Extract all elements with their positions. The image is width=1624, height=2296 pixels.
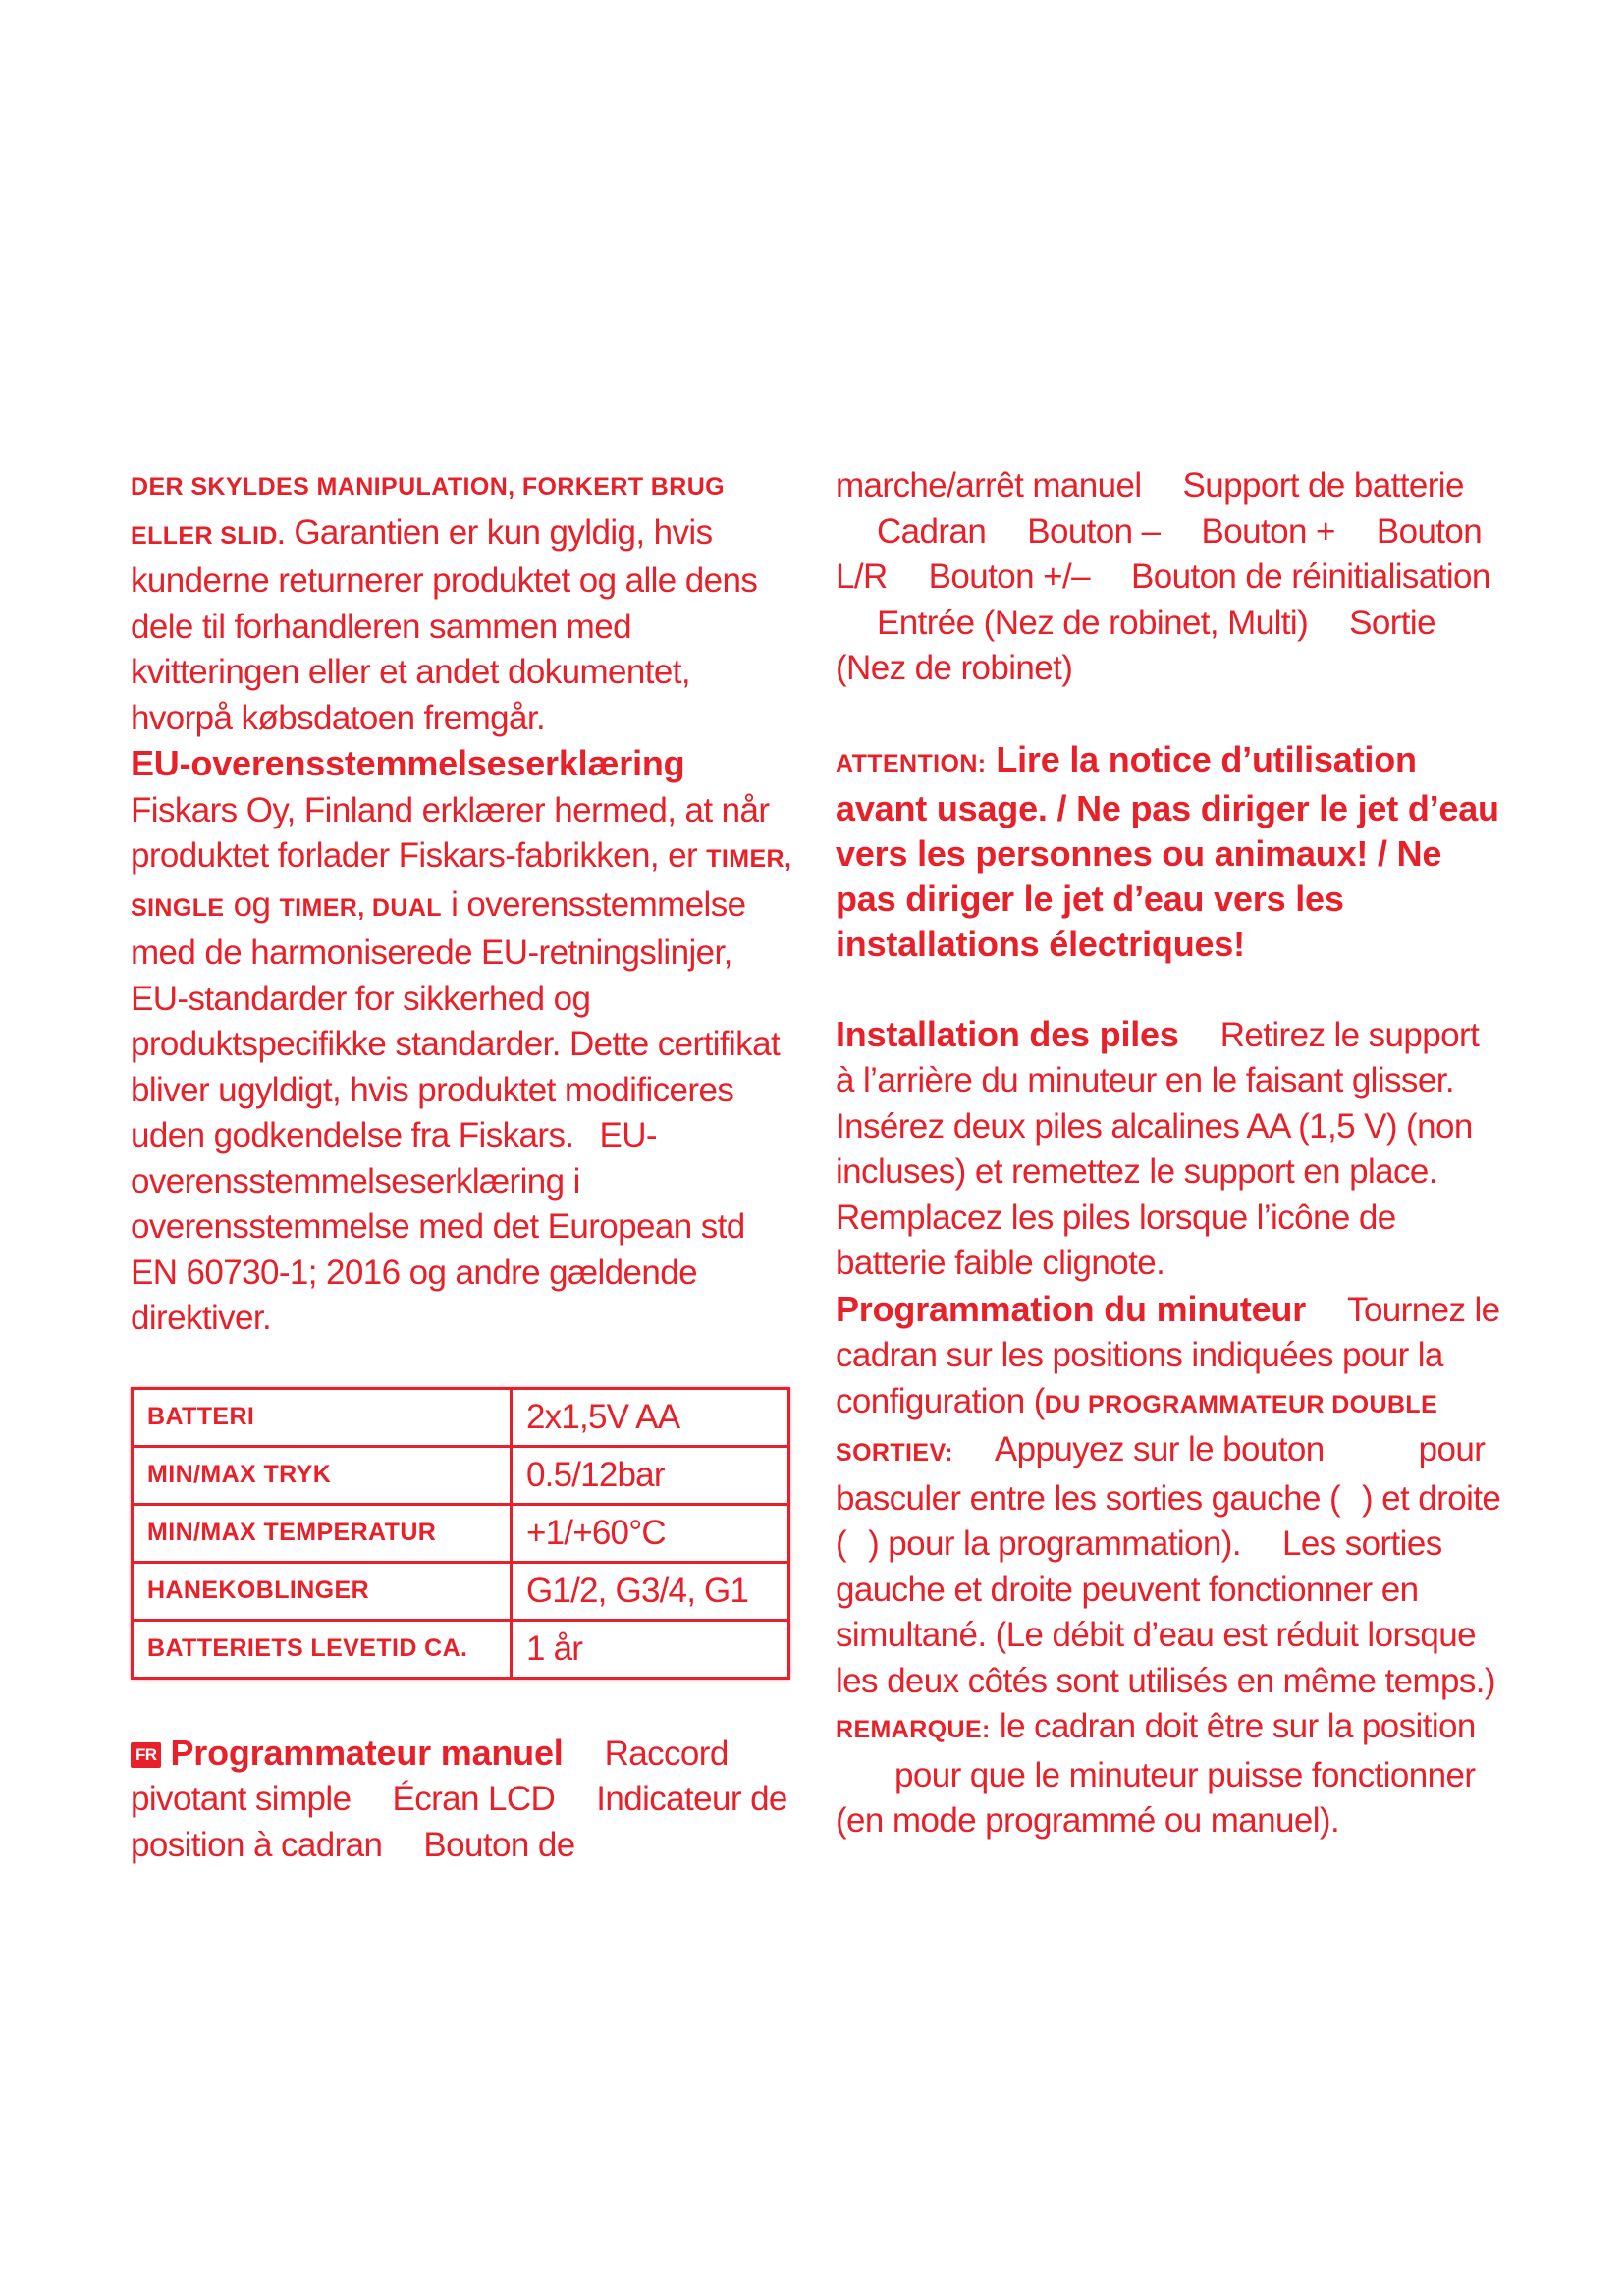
- part-item-10: Bouton +/–: [928, 558, 1090, 596]
- parts-list-paragraph: [836, 463, 1503, 692]
- spec-value: 0.5/12bar: [512, 1446, 789, 1504]
- declaration-og: og: [233, 884, 271, 924]
- table-row: [133, 1446, 789, 1504]
- spec-value: 2x1,5V AA: [512, 1388, 789, 1446]
- fr-language-badge: FR: [131, 1742, 161, 1768]
- programming-paragraph: [836, 1287, 1503, 1844]
- table-row: [133, 1388, 789, 1446]
- part-item-13: Sortie (Nez de robinet): [836, 603, 1435, 687]
- part-item-4-start: Bouton de: [423, 1825, 575, 1864]
- part-item-5: Support de batterie: [1182, 466, 1464, 505]
- declaration-text-b: i overensstemmelse med de harmoniserede EU-retningslinjer, EU-standarder for sikkerhed og produktspecifikke standarder. Dette certifikat bliver ugyldigt, hvis produktet modificeres uden godkendelse fra Fiskars.: [131, 884, 781, 1154]
- declaration-paragraph: [131, 741, 794, 1342]
- warranty-paragraph: [131, 461, 794, 741]
- part-item-2: Écran LCD: [392, 1780, 556, 1818]
- spec-value: +1/+60°C: [512, 1504, 789, 1562]
- fr-heading: Programmateur manuel: [170, 1732, 564, 1773]
- remark-text-2: pour que le minuteur puisse fonctionner (en mode programmé ou manuel).: [836, 1755, 1476, 1840]
- spec-label: BATTERIETS LEVETID CA.: [133, 1620, 512, 1678]
- attention-label: ATTENTION:: [836, 749, 987, 777]
- table-row: [133, 1562, 789, 1620]
- install-step-3: Remplacez les piles lorsque l’icône de batterie faible clignote.: [836, 1198, 1396, 1282]
- specs-table: [131, 1387, 790, 1680]
- spec-label: HANEKOBLINGER: [133, 1562, 512, 1620]
- right-column: [836, 463, 1503, 1844]
- install-paragraph: [836, 1012, 1503, 1287]
- spec-value: 1 år: [512, 1620, 789, 1678]
- install-step-2: Insérez deux piles alcalines AA (1,5 V) (non incluses) et remettez le support en place.: [836, 1106, 1473, 1191]
- spec-value: G1/2, G3/4, G1: [512, 1562, 789, 1620]
- programming-step-1: Tournez le cadran sur les positions indiquées pour la configuration (: [836, 1290, 1500, 1420]
- attention-warning: [836, 737, 1503, 967]
- part-item-6: Cadran: [877, 511, 987, 551]
- part-item-4-end: marche/arrêt manuel: [836, 466, 1142, 505]
- part-item-7: Bouton –: [1027, 511, 1161, 551]
- attention-text: Lire la notice d’utilisation avant usage. / Ne pas diriger le jet d’eau vers les personnes ou animaux! / Ne pas diriger le jet d’eau vers les installations électriques!: [836, 738, 1499, 964]
- programming-smallcaps: DU PROGRAMMATEUR DOUBLE SORTIEV:: [836, 1390, 1438, 1467]
- declaration-text-c: EU-overensstemmelseserklæring i overensstemmelse med det European std EN 60730-1; 2016 og andre gældende direktiver.: [131, 1116, 745, 1337]
- spec-label: MIN/MAX TRYK: [133, 1446, 512, 1504]
- programming-step-2d: ) pour la programmation).: [868, 1524, 1241, 1563]
- spec-label: BATTERI: [133, 1388, 512, 1446]
- declaration-text-a: Fiskars Oy, Finland erklærer hermed, at når produktet forlader Fiskars-fabrikken, er: [131, 790, 770, 875]
- programming-step-2c: ) et droite (: [836, 1478, 1501, 1563]
- table-row: [133, 1620, 789, 1678]
- remark-label: REMARQUE:: [836, 1716, 991, 1743]
- left-column: [131, 461, 794, 1868]
- product-timer-dual: TIMER, DUAL: [279, 893, 442, 922]
- programming-step-2b: pour basculer entre les sorties gauche (: [836, 1430, 1486, 1518]
- fr-parts-paragraph: [131, 1731, 794, 1869]
- programming-heading: Programmation du minuteur: [836, 1288, 1307, 1329]
- declaration-heading: EU-overensstemmelseserklæring: [131, 743, 685, 783]
- table-row: [133, 1504, 789, 1562]
- install-heading: Installation des piles: [836, 1013, 1179, 1054]
- product-timer-single: TIMER, SINGLE: [131, 845, 792, 922]
- install-step-1: Retirez le support à l’arrière du minuteur en le faisant glisser.: [836, 1015, 1480, 1099]
- warranty-smallcaps: DER SKYLDES MANIPULATION, FORKERT BRUG ELLER SLID.: [131, 473, 726, 550]
- part-item-3: Indicateur de position à cadran: [131, 1780, 787, 1864]
- spec-label: MIN/MAX TEMPERATUR: [133, 1504, 512, 1562]
- programming-step-3: Les sorties gauche et droite peuvent fonctionner en simultané. (Le débit d’eau est réduit lorsque les deux côtés sont utilisés en même temps.): [836, 1524, 1495, 1700]
- part-item-12: Entrée (Nez de robinet, Multi): [877, 603, 1309, 642]
- part-item-8: Bouton +: [1201, 511, 1335, 551]
- warranty-text: Garantien er kun gyldig, hvis kunderne returnerer produktet og alle dens dele til forhandleren sammen med kvitteringen eller et andet dokumentet, hvorpå købsdatoen fremgår.: [131, 512, 758, 737]
- remark-text: le cadran doit être sur la position: [999, 1707, 1476, 1745]
- part-item-9: Bouton L/R: [836, 511, 1483, 596]
- part-item-11: Bouton de réinitialisation: [1130, 558, 1490, 596]
- part-item-1: Raccord pivotant simple: [131, 1734, 729, 1818]
- programming-step-2a: Appuyez sur le bouton: [994, 1430, 1325, 1468]
